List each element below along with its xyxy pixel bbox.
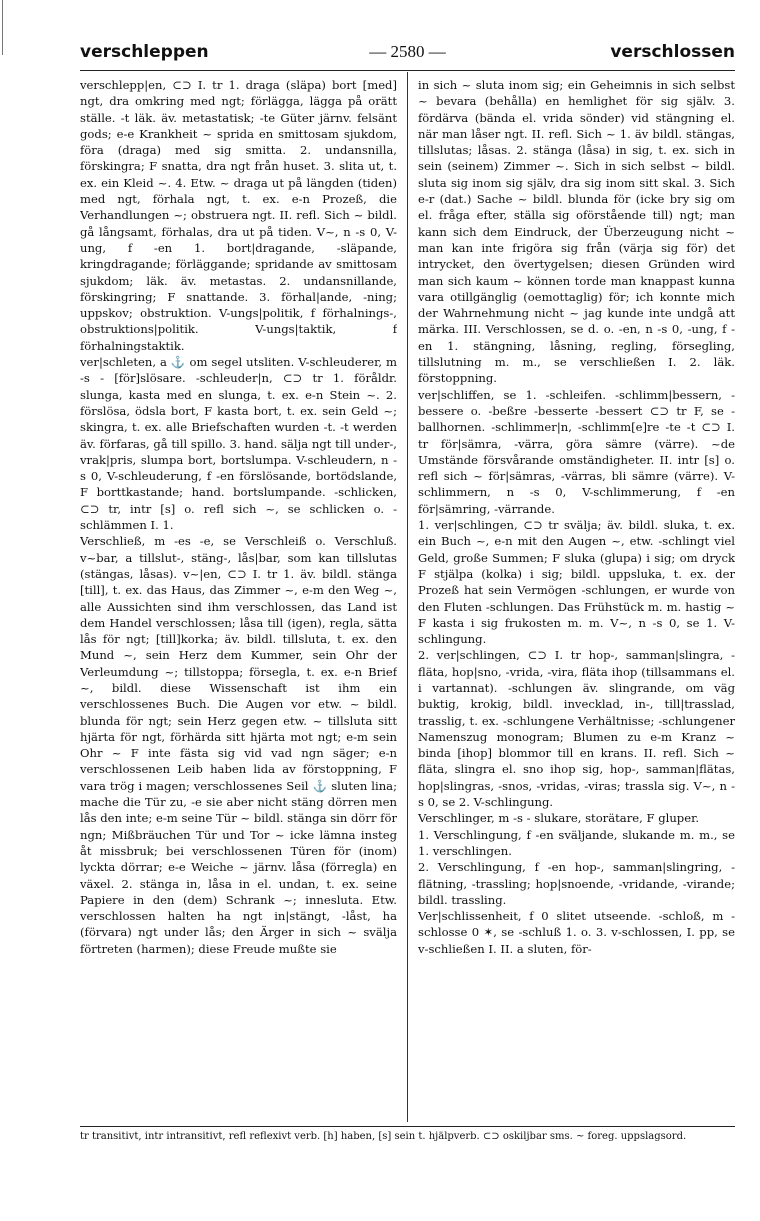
left-column [80,77,397,1122]
page-number: — 2580 — [369,42,446,61]
entry-verschliess: Verschließ, m -es -e, se Verschleiß o. Verschluß. v~bar, a tillslut-, stäng-, lås|bar, som kan tillslutas (stängas, låsas). v~|en, ⊂⊃ I. tr 1. äv. bildl. stänga [till], t. ex. das Haus, das Zimmer ~, e-m den Weg ~, alle Aussichten sind ihm verschlossen, das Land ist dem Handel verschlossen; låsa till (igen), regla, sätta lås för ngt; [till]korka; äv. bildl. tillsluta, t. ex. den Mund ~, sein Herz dem Kummer, sein Ohr der Verleumdung ~; tillstoppa; försegla, t. ex. e-n Brief ~, bildl. diese Wissenschaft ist ihm ein verschlossenes Buch. Die Augen vor etw. ~ bildl. blunda för ngt; sein Herz gegen etw. ~ tillsluta sitt hjärta för ngt, förhärda sitt hjärta mot ngt; e-m sein Ohr ~ F inte fästa sig vid vad ngn säger; e-n verschlossenen Leib haben lida av förstoppning, F vara trög i magen; verschlossenes Seil ⚓ sluten lina; mache die Tür zu, -e sie aber nicht stäng dörren men lås den inte; e-m seine Tür ~ bildl. stänga sin dörr för ngn; Mißbräuchen Tür und Tor ~ icke lämna insteg åt missbruk; bei verschlossenen Türen för (inom) lyckta dörrar; e-e Weiche ~ järnv. låsa (förregla) en växel. 2. stänga in, låsa in el. undan, t. ex. seine Papiere in den (dem) Schrank ~; innesluta. Etw. verschlossen halten ha ngt in|stängt, -låst, ha (förvara) ngt under lås; den Ärger in sich ~ svälja förtreten (harmen); diese Freude mußte sie [80,534,397,956]
header-left-guide-word: verschleppen [80,42,209,62]
abbreviation-legend: tr transitivt, intr intransitivt, refl reflexivt verb. [h] haben, [s] sein t. hjälpverb. ⊂⊃ oskiljbar sms. ~ foreg. uppslagsord. [80,1131,687,1142]
page-header [80,42,735,72]
entry-verschliffen: ver|schliffen, se 1. -schleifen. -schlimm|bessern, -bessere o. -beßre -besserte -bessert ⊂⊃ tr F, se -ballhornen. -schlimmer|n, -schlimm[e]re -te -t ⊂⊃ I. tr för|sämra, -värra, göra sämre (värre). ~de Umstände försvårande omständigheter. II. intr [s] o. refl sich ~ för|sämras, -värras, bli sämre (värre). V-schlimmern, n -s 0, V-schlimmerung, f -en för|sämring, -värrande. [418,387,735,516]
entry-verschlinger: Verschlinger, m -s - slukare, storätare, F gluper. [418,811,700,826]
header-right-guide-word: verschlossen [610,42,735,62]
entry-verschlingen-2: 2. ver|schlingen, ⊂⊃ I. tr hop-, samman|slingra, -fläta, hop|sno, -vrida, -vira, fläta ihop (tillsammans el. i vartannat). -schlungen äv. slingrande, om väg buktig, krokig, bildl. invecklad, in-, till|trasslad, trasslig, t. ex. -schlungene Verhältnisse; -schlungener Namenszug monogram; Blumen zu e-m Kranz ~ binda [ihop] blommor till en krans. II. refl. Sich ~ fläta, slingra el. sno ihop sig, hop-, samman|flätas, hop|slingras, -snos, -vridas, -viras; trassla sig. V~, n -s 0, se 2. V-schlingung. [418,648,735,810]
right-column [418,77,735,1122]
entry-verschliessen-continued: in sich ~ sluta inom sig; ein Geheimnis in sich selbst ~ bevara (behålla) en hemlighet för sig själv. 3. fördärva (bända el. vrida sönder) vid stängning el. när man låser ngt. II. refl. Sich ~ 1. äv bildl. stängas, tillslutas; låsas. 2. stänga (låsa) in sig, t. ex. sich in sein (seinem) Zimmer ~. Sich in sich selbst ~ bildl. sluta sig inom sig själv, dra sig inom sitt skal. 3. Sich e-r (dat.) Sache ~ bildl. blunda för (icke bry sig om el. fråga efter, ställa sig oförstående till) ngt; man kann sich dem Eindruck, der Überzeugung nicht ~ man kan inte frigöra sig från (värja sig för) det intrycket, den övertygelsen; diesen Gründen wird man sich kaum ~ können torde man knappast kunna vara otillgänglig (oemottaglig) för; ich konnte mich der Wahrnehmung nicht ~ jag kunde inte undgå att märka. III. Verschlossen, se d. o. -en, n -s 0, -ung, f -en 1. stängning, låsning, regling, försegling, tillslutning m. m., se verschließen I. 2. läk. förstoppning. [418,78,735,386]
entry-verschlissenheit: Ver|schlissenheit, f 0 slitet utseende. -schloß, m -schlosse 0 ✶, se -schluß 1. o. 3. v-schlossen, I. pp, se v-schließen I. II. a sluten, för- [418,909,735,956]
footer-rule [80,1126,735,1127]
header-rule [80,70,735,71]
entry-verschleten: ver|schleten, a ⚓ om segel utsliten. V-schleuderer, m -s - [för]slösare. -schleuder|n, ⊂⊃ tr 1. föråldr. slunga, kasta med en slunga, t. ex. e-n Stein ~. 2. förslösa, ödsla bort, F kasta bort, t. ex. sein Geld ~; skingra, t. ex. alle Briefschaften wurden -t. -t werden äv. förfaras, gå till spillo. 3. hand. sälja ngt till under-, vrak|pris, slumpa bort, bortslumpa. V-schleudern, n -s 0, V-schleuderung, f -en förslösande, bortödslande, F borttkastande; hand. bortslumpande. -schlicken, ⊂⊃ tr, intr [s] o. refl sich ~, se schlicken o. -schlämmen I. 1. [80,355,397,533]
entry-verschleppen: verschlepp|en, ⊂⊃ I. tr 1. draga (släpa) bort [med] ngt, dra omkring med ngt; förlägga, lägga på orätt ställe. -t läk. äv. metastatisk; -te Güter järnv. felsänt gods; e-e Krankheit ~ sprida en smittosam sjukdom, föra (draga) med sig smitta. 2. undansnilla, förskingra; F snatta, dra ngt från huset. 3. slita ut, t. ex. ein Kleid ~. 4. Etw. ~ draga ut på längden (tiden) med ngt, förhala ngt, t. ex. e-n Prozeß, die Verhandlungen ~; obstruera ngt. II. refl. Sich ~ bildl. gå långsamt, förhalas, dra ut på tiden. V~, n -s 0, V-ung, f -en 1. bort|dragande, -släpande, kringdragande; förläggande; spridande av smittosam sjukdom; läk. äv. metastas. 2. undansnillande, förskingring; F snattande. 3. förhal|ande, -ning; uppskov; obstruktion. V-ungs|politik, f förhalnings-, obstruktions|politik. V-ungs|taktik, f förhalningstaktik. [80,78,397,353]
column-divider [407,72,408,1122]
entry-verschlingen-1: 1. ver|schlingen, ⊂⊃ tr svälja; äv. bildl. sluka, t. ex. ein Buch ~, e-n mit den Augen ~, etw. -schlingt viel Geld, große Summen; F sluka (glupa) i sig; om dryck F stjälpa (kolka) i sig; bildl. uppsluka, t. ex. der Prozeß hat sein Vermögen -schlungen, er wurde von den Fluten -schlungen. Das Frühstück m. m. hastig ~ F kasta i sig frukosten m. m. V~, n -s 0, se 1. V-schlingung. [418,518,735,647]
entry-verschlingung-2: 2. Verschlingung, f -en hop-, samman|slingring, -flätning, -trassling; hop|snoende, -vridande, -virande; bildl. trassling. [418,860,735,907]
entry-verschlingung-1: 1. Verschlingung, f -en sväljande, slukande m. m., se 1. verschlingen. [418,827,735,858]
page-edge-mark [2,0,6,55]
